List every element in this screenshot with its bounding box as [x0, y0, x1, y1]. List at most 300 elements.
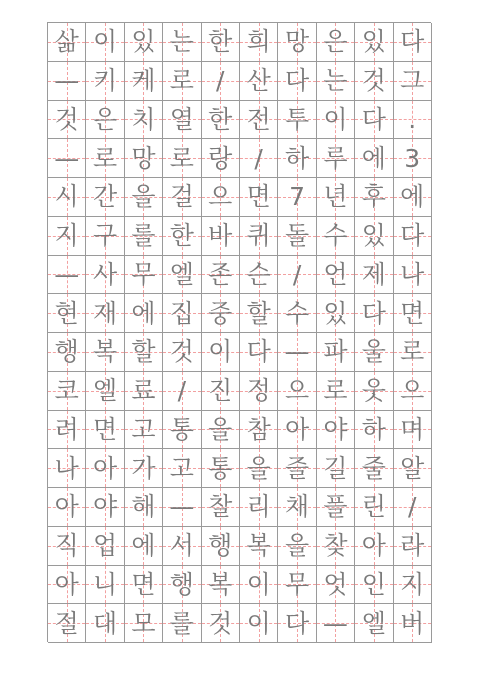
grid-cell: [394, 256, 432, 295]
grid-cell: [125, 488, 163, 527]
grid-cell: [48, 256, 86, 295]
cell-character: 울: [361, 337, 386, 367]
grid-cell: [86, 449, 124, 488]
cell-character: 하: [361, 414, 386, 444]
grid-cell: [125, 178, 163, 217]
grid-cell: [202, 566, 240, 605]
cell-character: 있: [361, 27, 386, 57]
cell-character: 료: [131, 376, 156, 406]
cell-character: 에: [131, 298, 156, 328]
grid-cell: [278, 101, 316, 140]
grid-cell: [48, 217, 86, 256]
cell-character: 행: [208, 531, 233, 561]
cell-character: 며: [400, 414, 425, 444]
cell-character: 로: [323, 376, 348, 406]
grid-cell: [163, 217, 201, 256]
cell-character: 다: [246, 337, 271, 367]
manuscript-grid: [47, 22, 431, 642]
grid-cell: [163, 566, 201, 605]
cell-character: 다: [284, 608, 310, 638]
grid-cell: [394, 178, 432, 217]
cell-character: 한: [208, 27, 233, 57]
cell-character: 린: [361, 492, 386, 522]
cell-character: 아: [54, 569, 79, 599]
grid-cell: [240, 527, 278, 566]
grid-cell: [240, 217, 278, 256]
cell-character: 슨: [246, 259, 271, 289]
grid-cell: [240, 333, 278, 372]
cell-character: 퀴: [246, 221, 271, 251]
grid-cell: [202, 139, 240, 178]
grid-cell: [278, 294, 316, 333]
grid-cell: [394, 139, 432, 178]
cell-character: 는: [323, 66, 348, 96]
cell-character: 그: [400, 66, 425, 96]
grid-cell: [86, 256, 124, 295]
cell-character: —: [54, 143, 80, 173]
grid-cell: [355, 256, 393, 295]
grid-cell: [163, 333, 201, 372]
grid-cell: [202, 256, 240, 295]
cell-character: —: [322, 608, 348, 638]
cell-character: 이: [93, 27, 118, 57]
grid-cell: [355, 217, 393, 256]
cell-character: 은: [93, 104, 118, 134]
cell-character: 루: [323, 143, 348, 173]
cell-character: 7: [289, 182, 305, 212]
cell-character: 채: [284, 492, 310, 522]
grid-cell: [86, 333, 124, 372]
cell-character: 것: [54, 104, 79, 134]
grid-cell: [355, 178, 393, 217]
grid-cell: [163, 294, 201, 333]
grid-cell: [163, 372, 201, 411]
cell-character: 수: [323, 221, 348, 251]
cell-character: 희: [246, 27, 271, 57]
grid-cell: [394, 217, 432, 256]
grid-cell: [202, 62, 240, 101]
grid-cell: [278, 604, 316, 643]
grid-cell: [355, 449, 393, 488]
grid-cell: [278, 488, 316, 527]
cell-character: 삶: [54, 27, 79, 57]
grid-cell: [317, 372, 355, 411]
cell-character: 다: [400, 27, 425, 57]
grid-cell: [240, 62, 278, 101]
grid-cell: [125, 23, 163, 62]
grid-cell: [355, 411, 393, 450]
grid-cell: [48, 62, 86, 101]
grid-cell: [394, 488, 432, 527]
cell-character: 길: [323, 453, 348, 483]
grid-cell: [163, 256, 201, 295]
grid-cell: [317, 217, 355, 256]
grid-cell: [125, 256, 163, 295]
grid-cell: [317, 449, 355, 488]
cell-character: 망: [131, 143, 156, 173]
grid-cell: [394, 566, 432, 605]
cell-character: 웃: [361, 376, 386, 406]
cell-character: 산: [246, 66, 271, 96]
grid-cell: [317, 566, 355, 605]
cell-character: 에: [400, 182, 425, 212]
grid-cell: [394, 411, 432, 450]
cell-character: 년: [323, 182, 348, 212]
grid-cell: [48, 449, 86, 488]
grid-cell: [317, 488, 355, 527]
grid-cell: [240, 139, 278, 178]
grid-cell: [125, 62, 163, 101]
cell-character: 을: [246, 453, 271, 483]
cell-character: 플: [323, 492, 348, 522]
grid-cell: [86, 62, 124, 101]
cell-character: 파: [323, 337, 348, 367]
grid-cell: [86, 294, 124, 333]
grid-cell: [163, 62, 201, 101]
grid-cell: [163, 527, 201, 566]
cell-character: 를: [169, 608, 194, 638]
grid-cell: [240, 101, 278, 140]
grid-cell: [48, 139, 86, 178]
cell-character: 투: [284, 104, 310, 134]
grid-cell: [355, 23, 393, 62]
grid-cell: [317, 527, 355, 566]
grid-cell: [355, 62, 393, 101]
cell-character: 할: [131, 337, 156, 367]
cell-character: 면: [131, 569, 156, 599]
grid-cell: [317, 139, 355, 178]
cell-character: 할: [246, 298, 271, 328]
grid-cell: [355, 604, 393, 643]
grid-cell: [48, 372, 86, 411]
grid-cell: [163, 23, 201, 62]
cell-character: 버: [400, 608, 425, 638]
grid-cell: [125, 217, 163, 256]
cell-character: 존: [208, 259, 233, 289]
cell-character: 키: [93, 66, 118, 96]
grid-cell: [86, 372, 124, 411]
cell-character: 바: [208, 221, 233, 251]
grid-cell: [240, 488, 278, 527]
grid-cell: [278, 333, 316, 372]
grid-cell: [278, 411, 316, 450]
cell-character: /: [254, 143, 263, 173]
grid-cell: [86, 604, 124, 643]
cell-character: 라: [400, 531, 425, 561]
grid-cell: [240, 256, 278, 295]
cell-character: 로: [93, 143, 118, 173]
cell-character: 에: [361, 143, 386, 173]
grid-cell: [202, 217, 240, 256]
cell-character: 아: [284, 414, 310, 444]
cell-character: 면: [246, 182, 271, 212]
cell-character: 전: [246, 104, 271, 134]
grid-cell: [317, 294, 355, 333]
cell-character: 다: [361, 104, 386, 134]
grid-cell: [317, 411, 355, 450]
cell-character: 찾: [323, 531, 348, 561]
cell-character: 아: [54, 492, 79, 522]
cell-character: 다: [284, 66, 310, 96]
grid-cell: [355, 333, 393, 372]
grid-cell: [125, 449, 163, 488]
cell-character: 후: [361, 182, 386, 212]
grid-cell: [240, 449, 278, 488]
cell-character: 를: [131, 221, 156, 251]
grid-cell: [394, 23, 432, 62]
grid-cell: [125, 527, 163, 566]
grid-cell: [240, 411, 278, 450]
cell-character: 돌: [284, 221, 310, 251]
cell-character: 정: [246, 376, 271, 406]
grid-cell: [86, 527, 124, 566]
cell-character: /: [177, 376, 187, 406]
cell-character: /: [407, 492, 417, 522]
cell-character: 을: [284, 531, 310, 561]
cell-character: 있: [361, 221, 386, 251]
cell-character: 해: [131, 492, 156, 522]
grid-cell: [394, 372, 432, 411]
grid-cell: [240, 178, 278, 217]
cell-character: 알: [400, 453, 425, 483]
grid-cell: [86, 488, 124, 527]
grid-cell: [317, 62, 355, 101]
cell-character: 는: [169, 27, 194, 57]
cell-character: 절: [54, 608, 79, 638]
cell-character: 업: [93, 531, 118, 561]
grid-cell: [394, 294, 432, 333]
grid-cell: [394, 449, 432, 488]
grid-cell: [163, 139, 201, 178]
cell-character: 참: [246, 414, 271, 444]
cell-character: 엘: [93, 376, 118, 406]
cell-character: 줄: [361, 453, 386, 483]
cell-character: 가: [131, 453, 156, 483]
cell-character: 려: [54, 414, 79, 444]
cell-character: 열: [169, 104, 194, 134]
cell-character: 통: [169, 414, 194, 444]
cell-character: 직: [54, 531, 79, 561]
cell-character: —: [284, 337, 310, 367]
grid-cell: [394, 62, 432, 101]
grid-cell: [278, 178, 316, 217]
grid-cell: [278, 566, 316, 605]
cell-character: 케: [131, 66, 156, 96]
cell-character: 니: [93, 569, 118, 599]
grid-cell: [278, 62, 316, 101]
cell-character: 대: [93, 608, 118, 638]
cell-character: 현: [54, 298, 79, 328]
grid-cell: [278, 23, 316, 62]
cell-character: 걸: [169, 182, 194, 212]
cell-character: 망: [284, 27, 310, 57]
grid-cell: [163, 604, 201, 643]
grid-cell: [240, 372, 278, 411]
cell-character: 을: [208, 414, 233, 444]
grid-cell: [355, 139, 393, 178]
cell-character: 다: [400, 221, 425, 251]
cell-character: 아: [93, 453, 118, 483]
cell-character: 수: [284, 298, 310, 328]
grid-cell: [202, 294, 240, 333]
cell-character: 랑: [208, 143, 233, 173]
grid-cell: [86, 217, 124, 256]
cell-character: 엇: [323, 569, 348, 599]
grid-cell: [278, 256, 316, 295]
cell-character: 다: [361, 298, 386, 328]
grid-cell: [163, 101, 201, 140]
grid-cell: [86, 178, 124, 217]
grid-cell: [278, 527, 316, 566]
grid-cell: [125, 372, 163, 411]
cell-character: /: [292, 259, 302, 289]
cell-character: 엘: [169, 259, 194, 289]
cell-character: 로: [400, 337, 425, 367]
cell-character: 아: [361, 531, 386, 561]
grid-cell: [125, 139, 163, 178]
cell-character: 리: [246, 492, 271, 522]
grid-cell: [125, 101, 163, 140]
grid-cell: [317, 256, 355, 295]
grid-cell: [278, 139, 316, 178]
cell-character: /: [216, 66, 225, 96]
cell-character: 로: [169, 143, 194, 173]
grid-cell: [125, 411, 163, 450]
grid-cell: [240, 566, 278, 605]
grid-cell: [355, 294, 393, 333]
grid-cell: [48, 488, 86, 527]
cell-character: 이: [208, 337, 233, 367]
cell-character: 언: [323, 259, 348, 289]
cell-character: 이: [323, 104, 348, 134]
cell-character: 이: [246, 608, 271, 638]
cell-character: 은: [323, 27, 348, 57]
cell-character: 3: [404, 143, 421, 173]
grid-cell: [163, 488, 201, 527]
cell-character: 치: [131, 104, 156, 134]
grid-cell: [355, 372, 393, 411]
cell-character: 하: [284, 143, 310, 173]
grid-cell: [278, 449, 316, 488]
grid-cell: [86, 23, 124, 62]
cell-character: 즐: [284, 453, 310, 483]
grid-cell: [163, 411, 201, 450]
cell-character: 무: [284, 569, 310, 599]
cell-character: 서: [169, 531, 194, 561]
grid-cell: [240, 294, 278, 333]
grid-cell: [48, 604, 86, 643]
cell-character: 나: [400, 259, 425, 289]
grid-cell: [202, 604, 240, 643]
cell-character: 한: [169, 221, 194, 251]
cell-character: 에: [131, 531, 156, 561]
grid-cell: [125, 566, 163, 605]
cell-character: —: [54, 259, 80, 289]
grid-cell: [202, 372, 240, 411]
cell-character: 통: [208, 453, 233, 483]
cell-character: 행: [54, 337, 79, 367]
cell-character: —: [169, 492, 195, 522]
cell-character: 찰: [208, 492, 233, 522]
cell-character: 제: [361, 259, 386, 289]
grid-cell: [240, 23, 278, 62]
grid-cell: [202, 23, 240, 62]
cell-character: 있: [323, 298, 348, 328]
cell-character: 고: [169, 453, 194, 483]
cell-character: 집: [169, 298, 194, 328]
grid-cell: [394, 527, 432, 566]
cell-character: 코: [54, 376, 79, 406]
cell-character: 중: [208, 298, 233, 328]
grid-cell: [317, 604, 355, 643]
cell-character: 간: [93, 182, 118, 212]
grid-cell: [355, 101, 393, 140]
grid-cell: [394, 101, 432, 140]
cell-character: 으: [400, 376, 425, 406]
cell-character: 지: [400, 569, 425, 599]
grid-cell: [48, 178, 86, 217]
cell-character: 엘: [361, 608, 386, 638]
grid-cell: [355, 488, 393, 527]
cell-character: 사: [93, 259, 118, 289]
cell-character: 것: [208, 608, 233, 638]
cell-character: 모: [131, 608, 156, 638]
cell-character: 으: [208, 182, 233, 212]
grid-cell: [48, 333, 86, 372]
grid-cell: [355, 566, 393, 605]
cell-character: 이: [246, 569, 271, 599]
grid-cell: [163, 178, 201, 217]
grid-cell: [202, 488, 240, 527]
grid-cell: [86, 139, 124, 178]
grid-cell: [125, 604, 163, 643]
grid-cell: [86, 411, 124, 450]
cell-character: .: [408, 104, 417, 134]
grid-cell: [48, 566, 86, 605]
cell-character: —: [54, 66, 80, 96]
cell-character: 로: [169, 66, 194, 96]
cell-character: 시: [54, 182, 79, 212]
grid-cell: [278, 372, 316, 411]
cell-character: 복: [246, 531, 271, 561]
grid-cell: [202, 333, 240, 372]
grid-cell: [202, 449, 240, 488]
grid-cell: [317, 333, 355, 372]
cell-character: 야: [93, 492, 118, 522]
cell-character: 면: [400, 298, 425, 328]
cell-character: 구: [93, 221, 118, 251]
grid-cell: [394, 604, 432, 643]
grid-cell: [394, 333, 432, 372]
cell-character: 행: [169, 569, 194, 599]
cell-character: 것: [361, 66, 386, 96]
grid-cell: [125, 333, 163, 372]
grid-cell: [48, 411, 86, 450]
grid-cell: [86, 566, 124, 605]
grid-cell: [355, 527, 393, 566]
cell-character: 면: [93, 414, 118, 444]
grid-cell: [317, 178, 355, 217]
cell-character: 지: [54, 221, 79, 251]
grid-cell: [163, 449, 201, 488]
cell-character: 고: [131, 414, 156, 444]
grid-cell: [202, 178, 240, 217]
grid-cell: [202, 101, 240, 140]
cell-character: 인: [361, 569, 386, 599]
grid-cell: [48, 527, 86, 566]
grid-cell: [48, 294, 86, 333]
cell-character: 을: [131, 182, 156, 212]
